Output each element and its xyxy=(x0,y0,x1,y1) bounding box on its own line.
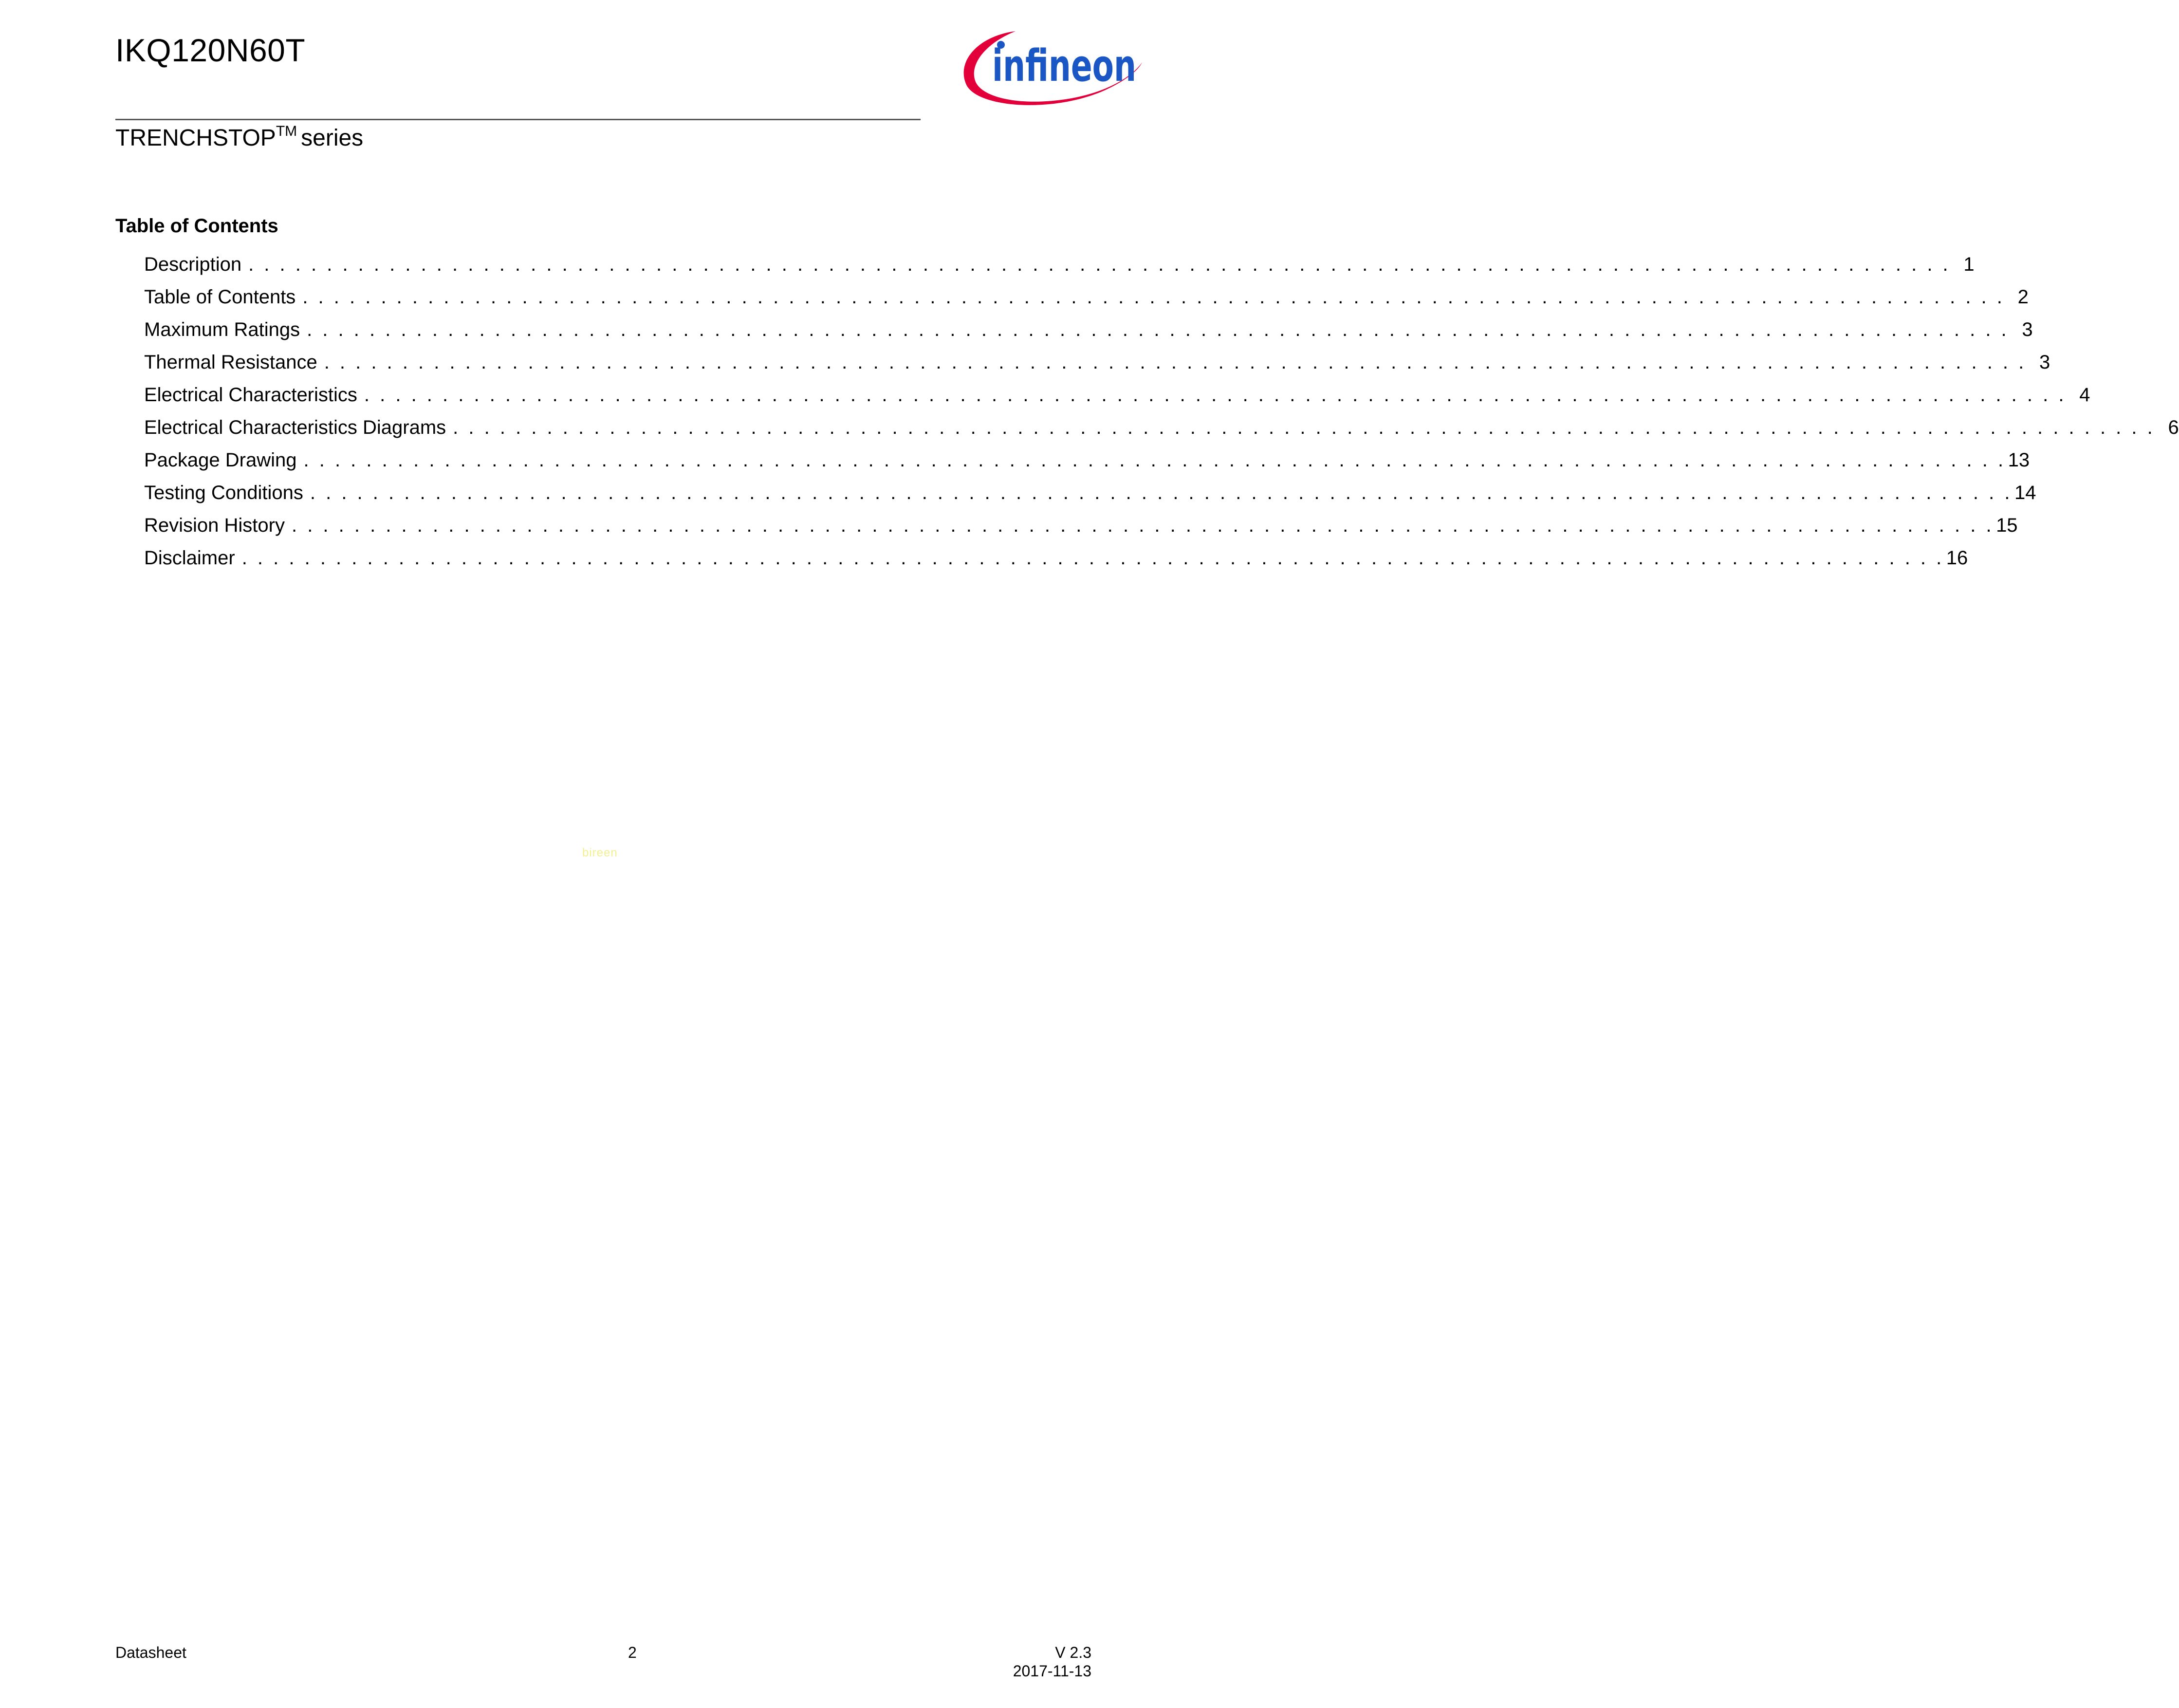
series-title xyxy=(115,124,363,152)
toc-dot-leader xyxy=(364,379,2064,411)
toc-entry-label: Package Drawing xyxy=(144,449,297,471)
toc-entry[interactable] xyxy=(144,248,1975,281)
toc-dot-leader xyxy=(248,248,1948,281)
series-name: TRENCHSTOP xyxy=(115,125,276,151)
toc-entry-label: Table of Contents xyxy=(144,286,296,308)
toc-entry-page: 16 xyxy=(1946,547,1968,569)
toc-entry-page: 1 xyxy=(1963,254,1975,275)
toc-entry-page: 15 xyxy=(1996,515,2018,536)
watermark: bireen xyxy=(582,846,618,859)
toc-entry-label: Electrical Characteristics xyxy=(144,384,357,406)
toc-dot-leader xyxy=(310,477,2010,509)
toc-dot-leader xyxy=(304,444,2004,477)
toc-dot-leader xyxy=(307,314,2007,346)
footer-version: V 2.3 xyxy=(1055,1644,1091,1661)
toc-entry-label: Disclaimer xyxy=(144,547,235,569)
toc-entry[interactable] xyxy=(144,346,2050,379)
toc-entry-page: 2 xyxy=(2017,286,2029,308)
toc-entry-label: Description xyxy=(144,254,242,275)
toc-entry[interactable] xyxy=(144,509,2018,542)
part-number: IKQ120N60T xyxy=(115,32,306,68)
trademark-mark: TM xyxy=(276,123,297,139)
toc-entry-label: Revision History xyxy=(144,515,285,536)
footer-page-number: 2 xyxy=(628,1644,637,1661)
toc-dot-leader xyxy=(242,542,1942,575)
toc-entry-page: 4 xyxy=(2079,384,2090,406)
footer-doc-type: Datasheet xyxy=(115,1644,186,1661)
toc-entry[interactable] xyxy=(144,444,2030,477)
footer-version-block xyxy=(1013,1644,1091,1681)
toc-dot-leader xyxy=(292,509,1992,542)
footer-date: 2017-11-13 xyxy=(1013,1662,1091,1680)
toc-dot-leader xyxy=(453,411,2153,444)
toc-entry-page: 13 xyxy=(2008,449,2030,471)
toc-entry[interactable] xyxy=(144,477,2036,509)
toc-entry[interactable] xyxy=(144,411,2179,444)
toc-entry[interactable] xyxy=(144,379,2090,411)
logo-wordmark: infineon xyxy=(992,40,1136,92)
toc-entry-page: 3 xyxy=(2022,319,2033,340)
toc-entry-label: Electrical Characteristics Diagrams xyxy=(144,417,446,438)
toc-entry-label: Thermal Resistance xyxy=(144,352,317,373)
toc-dot-leader xyxy=(324,346,2024,379)
toc-entry-label: Maximum Ratings xyxy=(144,319,300,340)
toc-entry[interactable] xyxy=(144,281,2029,314)
infineon-logo xyxy=(958,28,1143,109)
toc-dot-leader xyxy=(302,281,2002,314)
series-suffix: series xyxy=(301,125,364,151)
toc-entry[interactable] xyxy=(144,314,2033,346)
toc-entry-page: 14 xyxy=(2014,482,2036,503)
header-divider xyxy=(115,119,921,120)
toc-entry-page: 6 xyxy=(2168,417,2179,438)
toc-entry-page: 3 xyxy=(2039,352,2050,373)
toc-list xyxy=(144,248,2179,575)
toc-entry-label: Testing Conditions xyxy=(144,482,303,503)
toc-entry[interactable] xyxy=(144,542,1968,575)
toc-title: Table of Contents xyxy=(115,215,278,237)
